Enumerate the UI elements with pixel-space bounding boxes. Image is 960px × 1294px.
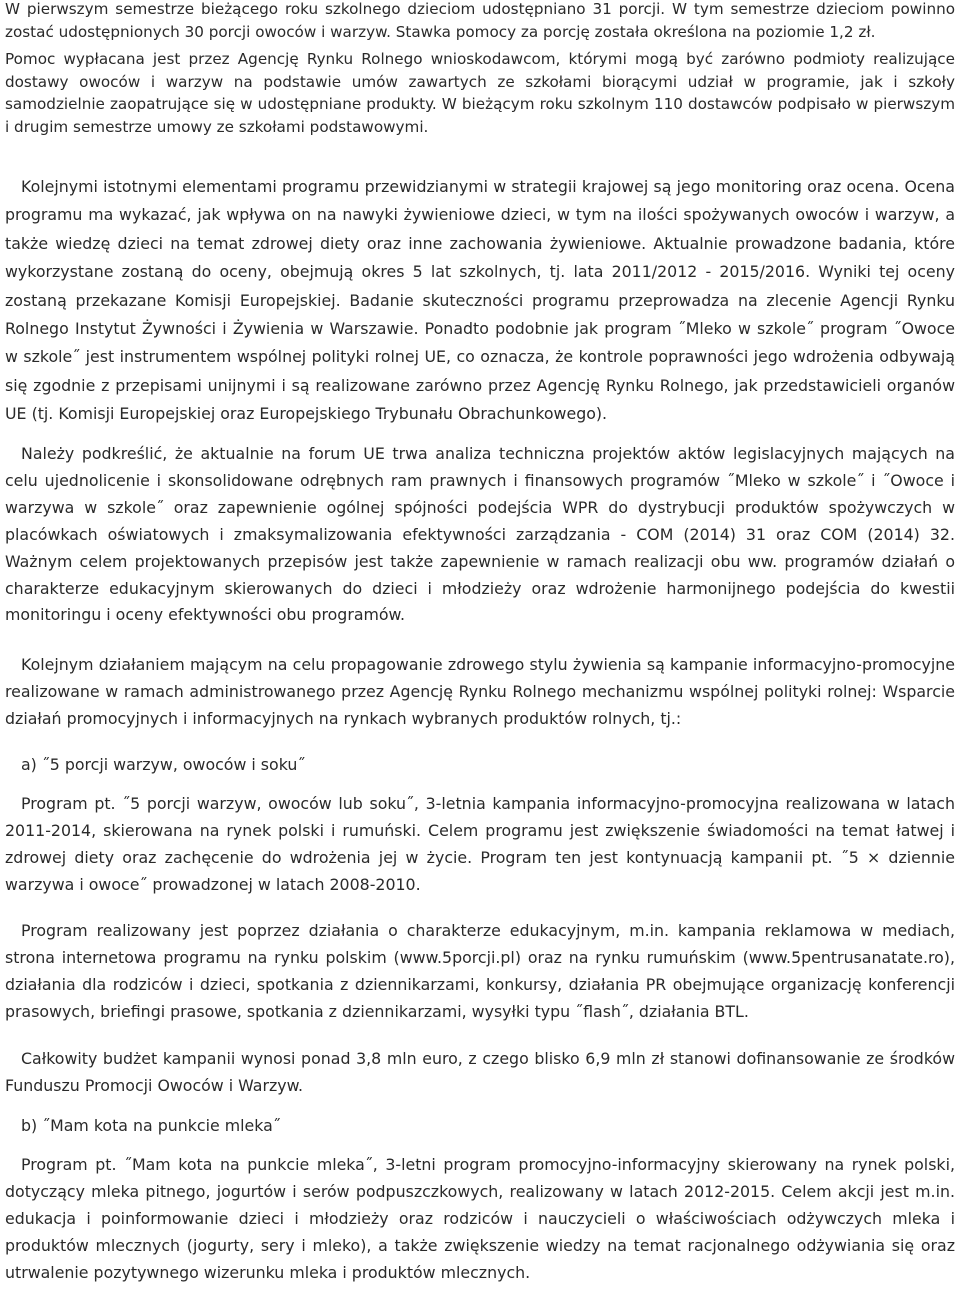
paragraph-program-mam-kota: Program pt. ˝Mam kota na punkcie mleka˝, 3-letni program promocyjno-informacyjny skierowany na rynek polski, dotyczący mleka pitnego, jogurtów i serów podpuszczkowych, realizowany w latach 2012-2015. Celem akcji jest m.in. edukacja i poinformowanie dzieci i młodzieży oraz rodziców i nauczycieli o właściwościach odżywczych mleka i produktów mlecznych (jogurty, sery i mleko), a także zwiększenie wiedzy na temat racjonalnego odżywiania się oraz utrwalenie pozytywnego wizerunku mleka i produktów mlecznych. [5, 1155, 955, 1282]
paragraph-aid-payment: Pomoc wypłacana jest przez Agencję Rynku Rolnego wnioskodawcom, którymi mogą być zarówno podmioty realizujące dostawy owoców i warzyw na podstawie umów zawartych ze szkołami biorącymi udział w programie, jak i szkoły samodzielnie zaopatrujące się w udostępniane produkty. W bieżącym roku szkolnym 110 dostawców podpisało w pierwszym i drugim semestrze umowy ze szkołami podstawowymi. [5, 50, 955, 137]
paragraph-monitoring: Kolejnymi istotnymi elementami programu przewidzianymi w strategii krajowej są jego monitoring oraz ocena. Ocena programu ma wykazać, jak wpływa on na nawyki żywieniowe dzieci, w tym na ilości spożywanych owoców i warzyw, a także wiedzę dzieci na temat zdrowej diety oraz inne zachowania żywieniowe. Aktualnie prowadzone badania, które wykorzystane zostaną do oceny, obejmują okres 5 lat szkolnych, tj. lata 2011/2012 - 2015/2016. Wyniki tej oceny zostaną przekazane Komisji Europejskiej. Badanie skuteczności programu przeprowadza na zlecenie Agencji Rynku Rolnego Instytut Żywności i Żywienia w Warszawie. Ponadto podobnie jak program ˝Mleko w szkole˝ program ˝Owoce w szkole˝ jest instrumentem wspólnej polityki rolnej UE, co oznacza, że kontrole poprawności jego wdrożenia odbywają się zgodnie z przepisami unijnymi i są realizowane zarówno przez Agencję Rynku Rolnego, jak przedstawicieli organów UE (tj. Komisji Europejskiej oraz Europejskiego Trybunału Obrachunkowego). [5, 177, 955, 424]
paragraph-program-5-porcji: Program pt. ˝5 porcji warzyw, owoców lub soku˝, 3-letnia kampania informacyjno-promocyjna realizowana w latach 2011-2014, skierowana na rynek polski i rumuński. Celem programu jest zwiększenie świadomości na temat łatwej i zdrowej diety oraz zachęcenie do wdrożenia jej w życie. Program ten jest kontynuacją kampanii pt. ˝5 × dziennie warzywa i owoce˝ prowadzonej w latach 2008-2010. [5, 794, 955, 894]
paragraph-eu-forum: Należy podkreślić, że aktualnie na forum UE trwa analiza techniczna projektów aktów legislacyjnych mających na celu ujednolicenie i skonsolidowane odrębnych ram prawnych i finansowych programów ˝Mleko w szkole˝ i ˝Owoce i warzywa w szkole˝ oraz zapewnienie ogólnej spójności podejścia WPR do dystrybucji produktów spożywczych w placówkach oświatowych i zmaksymalizowania efektywności zarządzania - COM (2014) 31 oraz COM (2014) 32. Ważnym celem projektowanych przepisów jest także zapewnienie w ramach realizacji obu ww. programów działań o charakterze edukacyjnym skierowanych do dzieci i młodzieży oraz wdrożenie harmonijnego podejścia do kwestii monitoringu i oceny efektywności obu programów. [5, 444, 955, 625]
paragraph-campaigns: Kolejnym działaniem mającym na celu propagowanie zdrowego stylu żywienia są kampanie informacyjno-promocyjne realizowane w ramach administrowanego przez Agencję Rynku Rolnego mechanizmu wspólnej polityki rolnej: Wsparcie działań promocyjnych i informacyjnych na rynkach wybranych produktów rolnych, tj.: [5, 655, 955, 728]
list-item-a-heading: a) ˝5 porcji warzyw, owoców i soku˝ [21, 755, 306, 774]
paragraph-program-activities: Program realizowany jest poprzez działania o charakterze edukacyjnym, m.in. kampania reklamowa w mediach, strona internetowa programu na rynku polskim (www.5porcji.pl) oraz na rynku rumuńskim (www.5pentrusanatate.ro), działania dla rodziców i dzieci, spotkania z dziennikarzami, konkursy, działania PR obejmujące organizację konferencji prasowych, briefingi prasowe, spotkania z dziennikarzami, wysyłki typu ˝flash˝, działania BTL. [5, 921, 955, 1021]
list-item-b-heading: b) ˝Mam kota na punkcie mleka˝ [21, 1116, 281, 1135]
paragraph-budget: Całkowity budżet kampanii wynosi ponad 3,8 mln euro, z czego blisko 6,9 mln zł stanowi dofinansowanie ze środków Funduszu Promocji Owoców i Warzyw. [5, 1049, 955, 1095]
paragraph-portions: W pierwszym semestrze bieżącego roku szkolnego dzieciom udostępniano 31 porcji. W tym semestrze dzieciom powinno zostać udostępnionych 30 porcji owoców i warzyw. Stawka pomocy za porcję została określona na poziomie 1,2 zł. [5, 0, 955, 41]
